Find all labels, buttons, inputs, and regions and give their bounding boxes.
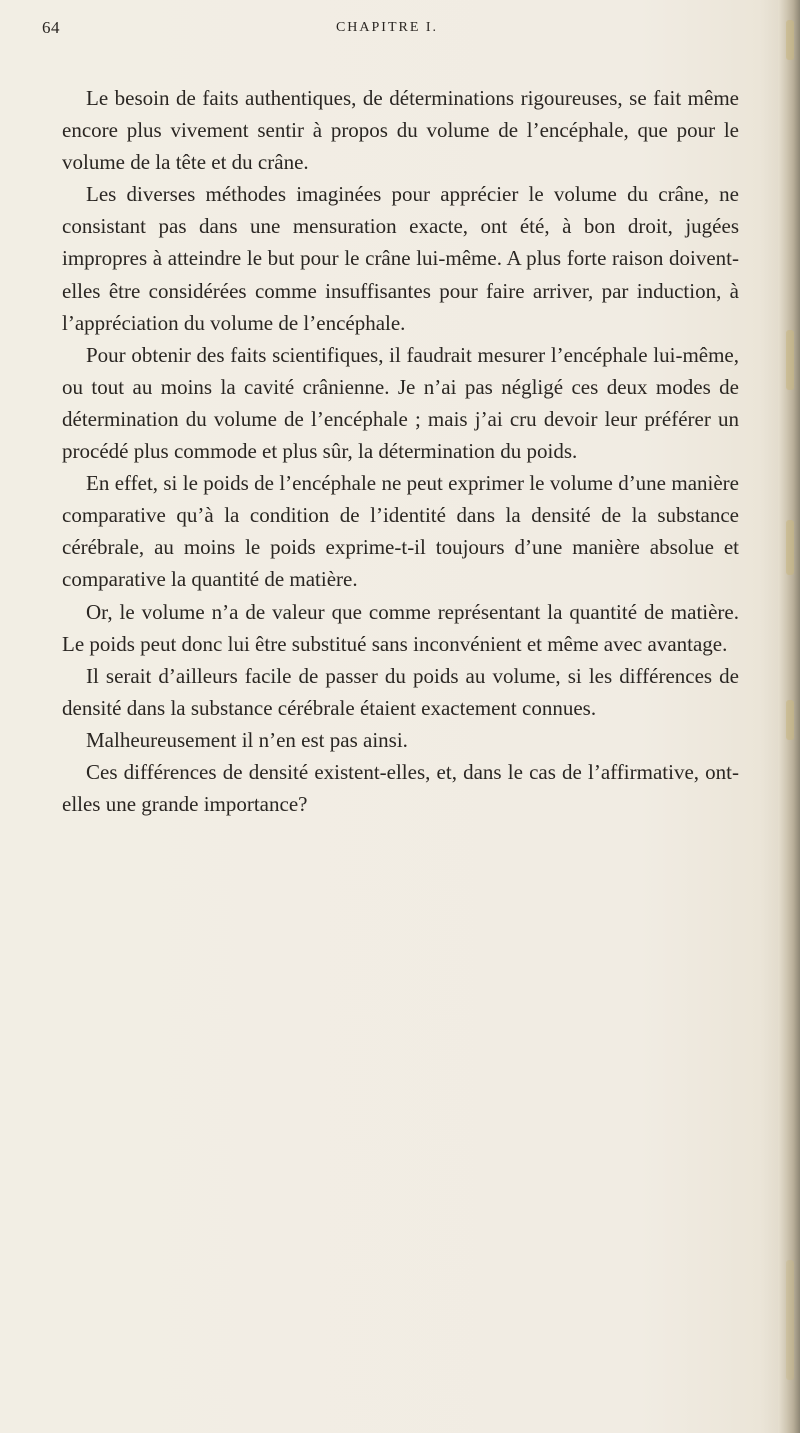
- foxing-spot: [786, 20, 794, 60]
- paragraph: Les diverses méthodes imaginées pour apprécier le volume du crâne, ne consistant pas dans une mensuration exacte, ont été, à bon droit, jugées impropres à atteindre le but pour le crâne lui-même. A plus forte raison doivent-elles être considérées comme insuffisantes pour faire arriver, par induction, à l’appréciation du volume de l’encéphale.: [62, 182, 739, 335]
- page-number: 64: [42, 18, 60, 37]
- paragraph: En effet, si le poids de l’encéphale ne peut exprimer le volume d’une manière comparative qu’à la condition de l’identité dans la densité de la substance cérébrale, au moins le poids exprime-t-il toujours d’une manière absolue et comparative la quantité de matière.: [62, 471, 739, 592]
- body-text: [62, 82, 739, 820]
- paragraph: Pour obtenir des faits scientifiques, il faudrait mesurer l’encéphale lui-même, ou tout au moins la cavité crânienne. Je n’ai pas négligé ces deux modes de détermination du volume de l’encéphale ; mais j’ai cru devoir leur préférer un procédé plus commode et plus sûr, la détermination du poids.: [62, 342, 739, 464]
- running-head: CHAPITRE I.: [335, 20, 439, 35]
- paragraph: Le besoin de faits authentiques, de déterminations rigoureuses, se fait même encore plus vivement sentir à propos du volume de l’encéphale, que pour le volume de la tête et du crâne.: [62, 86, 739, 175]
- paragraph: Malheureusement il n’en est pas ainsi.: [86, 727, 408, 752]
- foxing-spot: [786, 700, 794, 740]
- paragraph: Ces différences de densité existent-elles, et, dans le cas de l’affirmative, ont-elles une grande importance?: [62, 759, 739, 817]
- foxing-spot: [786, 520, 794, 575]
- paragraph: Il serait d’ailleurs facile de passer du poids au volume, si les différences de densité dans la substance cérébrale étaient exactement connues.: [62, 663, 739, 720]
- edge-foxing: [786, 0, 796, 1433]
- foxing-spot: [786, 1260, 794, 1380]
- page-header: [42, 14, 732, 40]
- paragraph: Or, le volume n’a de valeur que comme représentant la quantité de matière. Le poids peut donc lui être substitué sans inconvénient et même avec avantage.: [62, 599, 739, 656]
- foxing-spot: [786, 330, 794, 390]
